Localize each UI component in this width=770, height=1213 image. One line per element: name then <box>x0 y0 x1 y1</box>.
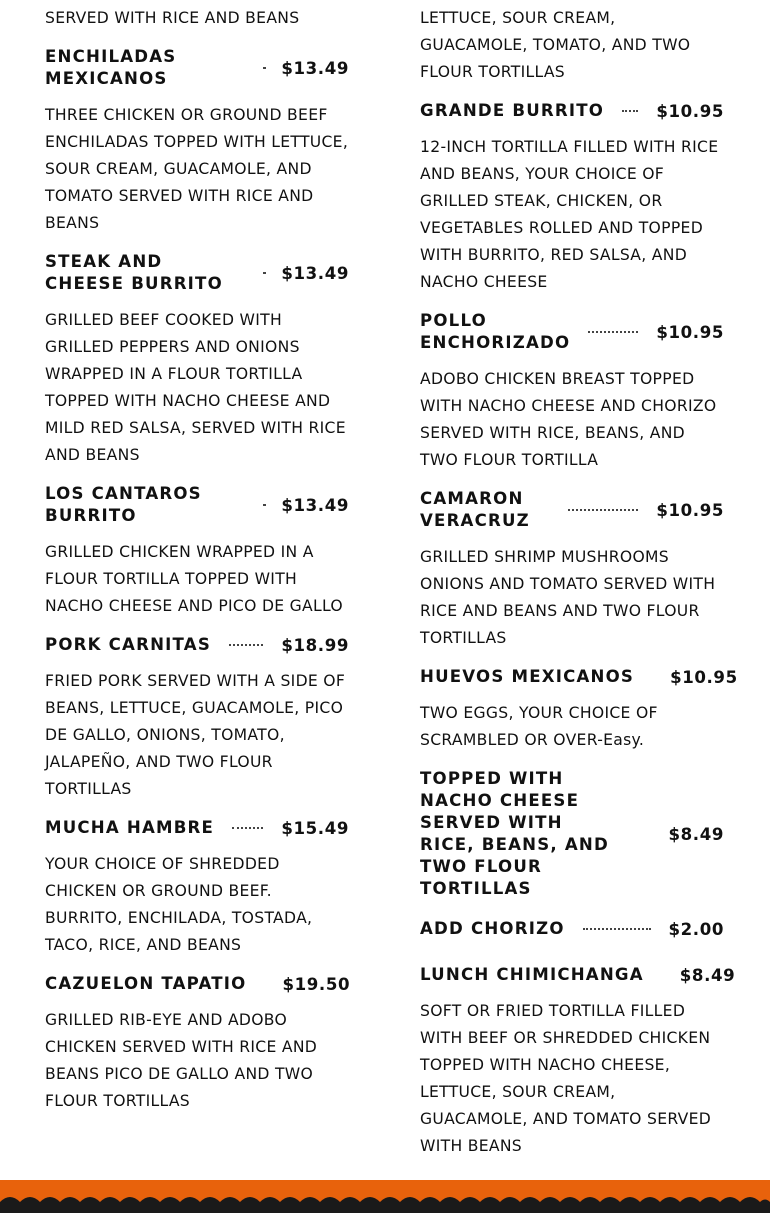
item-description: GRILLED RIB-EYE AND ADOBO CHICKEN SERVED WITH RICE AND BEANS PICO DE GALLO AND TWO FLOUR TORTILLAS <box>45 1011 318 1110</box>
menu-item-topped-with-nacho-cheese <box>420 768 724 900</box>
dot-leader <box>229 644 263 646</box>
item-price: $10.95 <box>656 322 724 342</box>
menu-item-pork-carnitas <box>45 634 349 803</box>
item-description: THREE CHICKEN OR GROUND BEEF ENCHILADAS TOPPED WITH LETTUCE, SOUR CREAM, GUACAMOLE, AND TOMATO SERVED WITH RICE AND BEANS <box>45 106 349 232</box>
menu-item-steak-and-cheese-burrito <box>45 251 349 469</box>
item-description: GRILLED SHRIMP MUSHROOMS ONIONS AND TOMATO SERVED WITH RICE AND BEANS AND TWO FLOUR TORTILLAS <box>420 548 716 647</box>
item-name: CAZUELON TAPATIO <box>45 974 247 993</box>
menu-item-mucha-hambre <box>45 817 349 959</box>
item-name: LOS CANTAROS BURRITO <box>45 484 202 525</box>
menu-item-pollo-enchorizado <box>420 310 724 474</box>
dot-leader <box>232 827 263 829</box>
item-name: HUEVOS MEXICANOS <box>420 667 635 686</box>
item-price: $13.49 <box>281 495 349 515</box>
item-price: $8.49 <box>668 824 724 844</box>
item-name: STEAK AND CHEESE BURRITO <box>45 252 223 293</box>
item-price: $10.95 <box>670 667 738 687</box>
item-name: GRANDE BURRITO <box>420 101 605 120</box>
item-description: 12-INCH TORTILLA FILLED WITH RICE AND BEANS, YOUR CHOICE OF GRILLED STEAK, CHICKEN, OR VEGETABLES ROLLED AND TOPPED WITH BURRITO, RED SALSA, AND NACHO CHEESE <box>420 138 719 291</box>
menu-item-grande-burrito <box>420 100 724 296</box>
menu-item-huevos-mexicanos <box>420 666 738 754</box>
item-name: CAMARON VERACRUZ <box>420 489 530 530</box>
item-description: SOFT OR FRIED TORTILLA FILLED WITH BEEF OR SHREDDED CHICKEN TOPPED WITH NACHO CHEESE, LETTUCE, SOUR CREAM, GUACAMOLE, AND TOMATO SERVED WITH BEANS <box>420 1002 712 1155</box>
item-description: TWO EGGS, YOUR CHOICE OF SCRAMBLED OR OVER-Easy. <box>420 704 658 749</box>
menu-item-los-cantaros-burrito <box>45 483 349 620</box>
item-price: $2.00 <box>668 919 724 939</box>
menu-item-camaron-veracruz <box>420 488 724 652</box>
item-price: $13.49 <box>281 263 349 283</box>
footer-decorative-band <box>0 1180 770 1213</box>
item-price: $18.99 <box>281 635 349 655</box>
item-name: PORK CARNITAS <box>45 635 211 654</box>
menu-item-add-chorizo <box>420 918 724 940</box>
item-name: ENCHILADAS MEXICANOS <box>45 47 177 88</box>
item-name: POLLO ENCHORIZADO <box>420 311 571 352</box>
item-description: LETTUCE, SOUR CREAM, GUACAMOLE, TOMATO, AND TWO FLOUR TORTILLAS <box>420 9 691 81</box>
menu-item-cazuelon-tapatio <box>45 973 349 1115</box>
item-description: YOUR CHOICE OF SHREDDED CHICKEN OR GROUND BEEF. BURRITO, ENCHILADA, TOSTADA, TACO, RICE, AND BEANS <box>45 855 313 954</box>
item-price: $8.49 <box>679 965 736 985</box>
menu-column-left <box>45 0 349 1129</box>
menu-item-lunch-chimichanga <box>420 964 736 1160</box>
item-price: $19.50 <box>282 974 351 994</box>
dot-leader <box>622 110 638 112</box>
dot-leader <box>568 509 638 511</box>
item-description: GRILLED CHICKEN WRAPPED IN A FLOUR TORTILLA TOPPED WITH NACHO CHEESE AND PICO DE GALLO <box>45 543 344 615</box>
item-description: SERVED WITH RICE AND BEANS <box>45 9 300 27</box>
dot-leader <box>583 928 651 930</box>
menu-item-enchiladas-mexicanos <box>45 46 349 237</box>
item-name: MUCHA HAMBRE <box>45 818 215 837</box>
menu-column-right <box>420 0 738 1174</box>
item-price: $10.95 <box>656 101 724 121</box>
item-price: $10.95 <box>656 500 724 520</box>
item-price: $13.49 <box>281 58 349 78</box>
dot-leader <box>638 833 651 835</box>
item-description: FRIED PORK SERVED WITH A SIDE OF BEANS, LETTUCE, GUACAMOLE, PICO DE GALLO, ONIONS, TOMATO, JALAPEÑO, AND TWO FLOUR TORTILLAS <box>45 672 346 798</box>
item-price: $15.49 <box>281 818 349 838</box>
item-name: TOPPED WITH NACHO CHEESE SERVED WITH RICE, BEANS, AND TWO FLOUR TORTILLAS <box>420 769 609 898</box>
item-name: ADD CHORIZO <box>420 919 565 938</box>
item-description: GRILLED BEEF COOKED WITH GRILLED PEPPERS AND ONIONS WRAPPED IN A FLOUR TORTILLA TOPPED WITH NACHO CHEESE AND MILD RED SALSA, SERVED WITH RICE AND BEANS <box>45 311 346 464</box>
scallop-pattern-icon <box>0 1180 770 1213</box>
dot-leader <box>588 331 638 333</box>
item-name: LUNCH CHIMICHANGA <box>420 965 644 984</box>
item-description: ADOBO CHICKEN BREAST TOPPED WITH NACHO CHEESE AND CHORIZO SERVED WITH RICE, BEANS, AND TWO FLOUR TORTILLA <box>420 370 717 469</box>
